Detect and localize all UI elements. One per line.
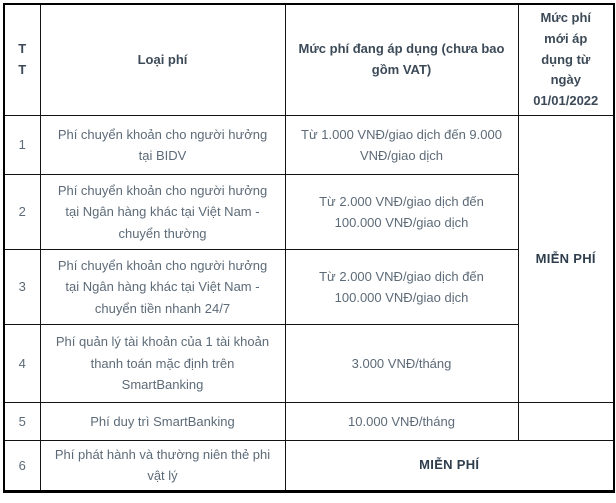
- row-1-current-fee: Từ 1.000 VNĐ/giao dịch đến 9.000 VNĐ/giao dịch: [285, 115, 518, 174]
- row-3-fee-type: Phí chuyển khoản cho người hưởng tại Ngân hàng khác tại Việt Nam - chuyển tiền nhanh 24/7: [40, 249, 285, 324]
- row-6-merged-fee: MIỄN PHÍ: [285, 440, 614, 491]
- row-4-fee-type: Phí quản lý tài khoản của 1 tài khoản thanh toán mặc định trên SmartBanking: [40, 324, 285, 402]
- header-cell-fee-type: Loại phí: [40, 4, 285, 115]
- header-cell-new-fee: Mức phí mới áp dụng từ ngày 01/01/2022: [518, 4, 614, 115]
- table-header-row: [4, 4, 614, 115]
- fee-table: [3, 3, 615, 493]
- row-3-number: 3: [4, 249, 40, 324]
- row-2-number: 2: [4, 174, 40, 249]
- row-1-fee-type: Phí chuyển khoản cho người hưởng tại BIDV: [40, 115, 285, 174]
- table-row-6: [4, 440, 614, 491]
- row-1-number: 1: [4, 115, 40, 174]
- table-row-1: [4, 115, 614, 174]
- row-4-number: 4: [4, 324, 40, 402]
- row-2-current-fee: Từ 2.000 VNĐ/giao dịch đến 100.000 VNĐ/giao dịch: [285, 174, 518, 249]
- header-cell-current-fee: Mức phí đang áp dụng (chưa bao gồm VAT): [285, 4, 518, 115]
- row-5-number: 5: [4, 402, 40, 440]
- row-5-new-fee-empty: [518, 402, 614, 440]
- row-5-fee-type: Phí duy trì SmartBanking: [40, 402, 285, 440]
- row-2-fee-type: Phí chuyển khoản cho người hưởng tại Ngân hàng khác tại Việt Nam - chuyển thường: [40, 174, 285, 249]
- header-cell-tt: TT: [4, 4, 40, 115]
- row-6-number: 6: [4, 440, 40, 491]
- row-3-current-fee: Từ 2.000 VNĐ/giao dịch đến 100.000 VNĐ/giao dịch: [285, 249, 518, 324]
- row-5-current-fee: 10.000 VNĐ/tháng: [285, 402, 518, 440]
- row-6-fee-type: Phí phát hành và thường niên thẻ phi vật lý: [40, 440, 285, 491]
- row-4-current-fee: 3.000 VNĐ/tháng: [285, 324, 518, 402]
- merged-new-fee-cell: MIỄN PHÍ: [518, 115, 614, 402]
- table-row-5: [4, 402, 614, 440]
